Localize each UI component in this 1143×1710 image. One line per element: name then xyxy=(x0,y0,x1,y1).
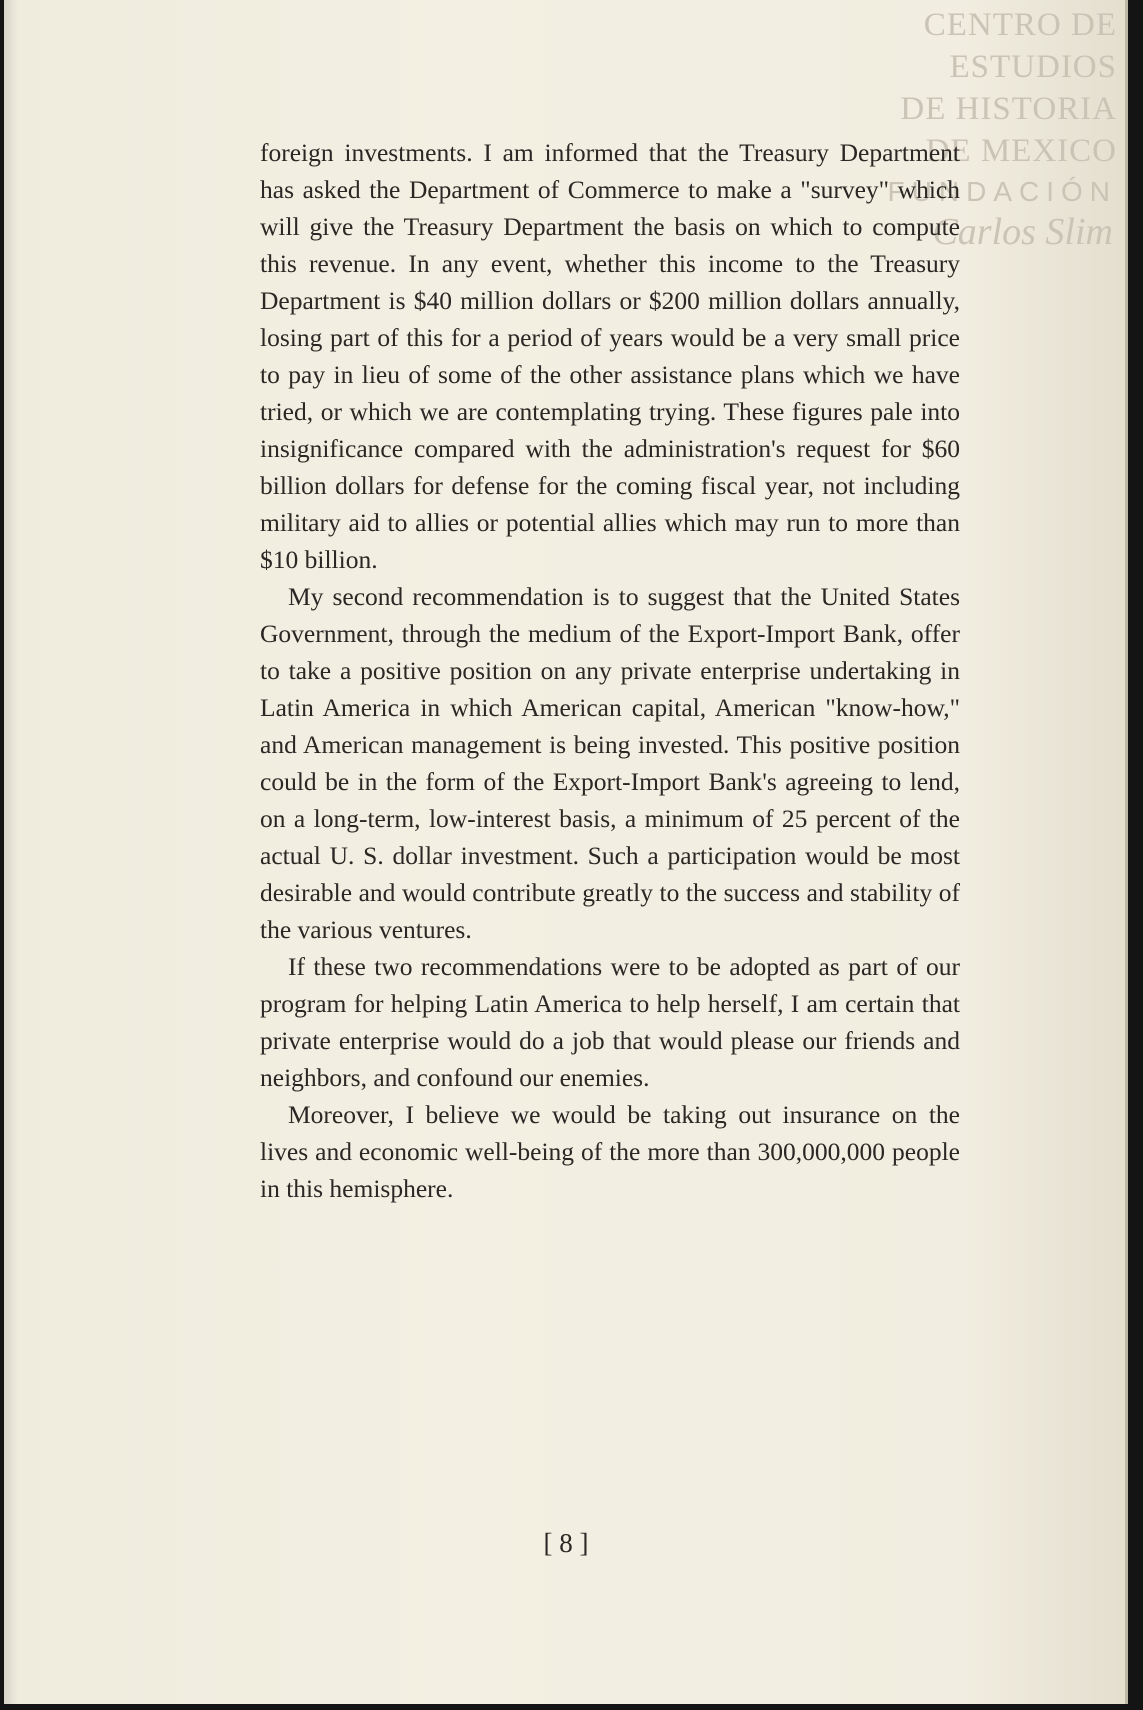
paragraph: Moreover, I believe we would be taking out insurance on the lives and economic well-being of the more than 300,000,000 people in this hemisphere. xyxy=(260,1100,960,1203)
binding-shadow xyxy=(4,0,18,1704)
watermark-line: CENTRO DE xyxy=(923,7,1117,43)
paragraph: foreign investments. I am informed that the Treasury Department has asked the Department of Commerce to make a "survey" which will give the Treasury Department the basis on which to compute this revenue. In any event, whether this income to the Treasury Department is $40 million dollars or $200 million dollars annually, losing part of this for a period of years would be a very small price to pay in lieu of some of the other assistance plans which we have tried, or which we are contemplating trying. These figures pale into insignificance compared with the administration's request for $60 billion dollars for defense for the coming fiscal year, not including military aid to allies or potential allies which may run to more than $10 billion. xyxy=(260,138,960,574)
paragraph: If these two recommendations were to be adopted as part of our program for helping Latin America to help herself, I am certain that private enterprise would do a job that would please our friends and neighbors, and confound our enemies. xyxy=(260,952,960,1092)
body-text xyxy=(260,134,960,1207)
book-page xyxy=(4,0,1128,1704)
watermark-line: ESTUDIOS xyxy=(949,49,1117,85)
paragraph: My second recommendation is to suggest that the United States Government, through the medium of the Export-Import Bank, offer to take a positive position on any private enterprise undertaking in Latin America in which American capital, American "know-how," and American management is being invested. This positive position could be in the form of the Export-Import Bank's agreeing to lend, on a long-term, low-interest basis, a minimum of 25 percent of the actual U. S. dollar investment. Such a participation would be most desirable and would contribute greatly to the success and stability of the various ventures. xyxy=(260,582,960,944)
watermark-line: DE MEXICO xyxy=(925,133,1117,169)
watermark-fundacion: FUNDACIÓN xyxy=(887,176,1117,207)
watermark-signature: Carlos Slim xyxy=(932,211,1113,253)
watermark-line: DE HISTORIA xyxy=(900,91,1117,127)
page-number: [ 8 ] xyxy=(543,1528,589,1558)
